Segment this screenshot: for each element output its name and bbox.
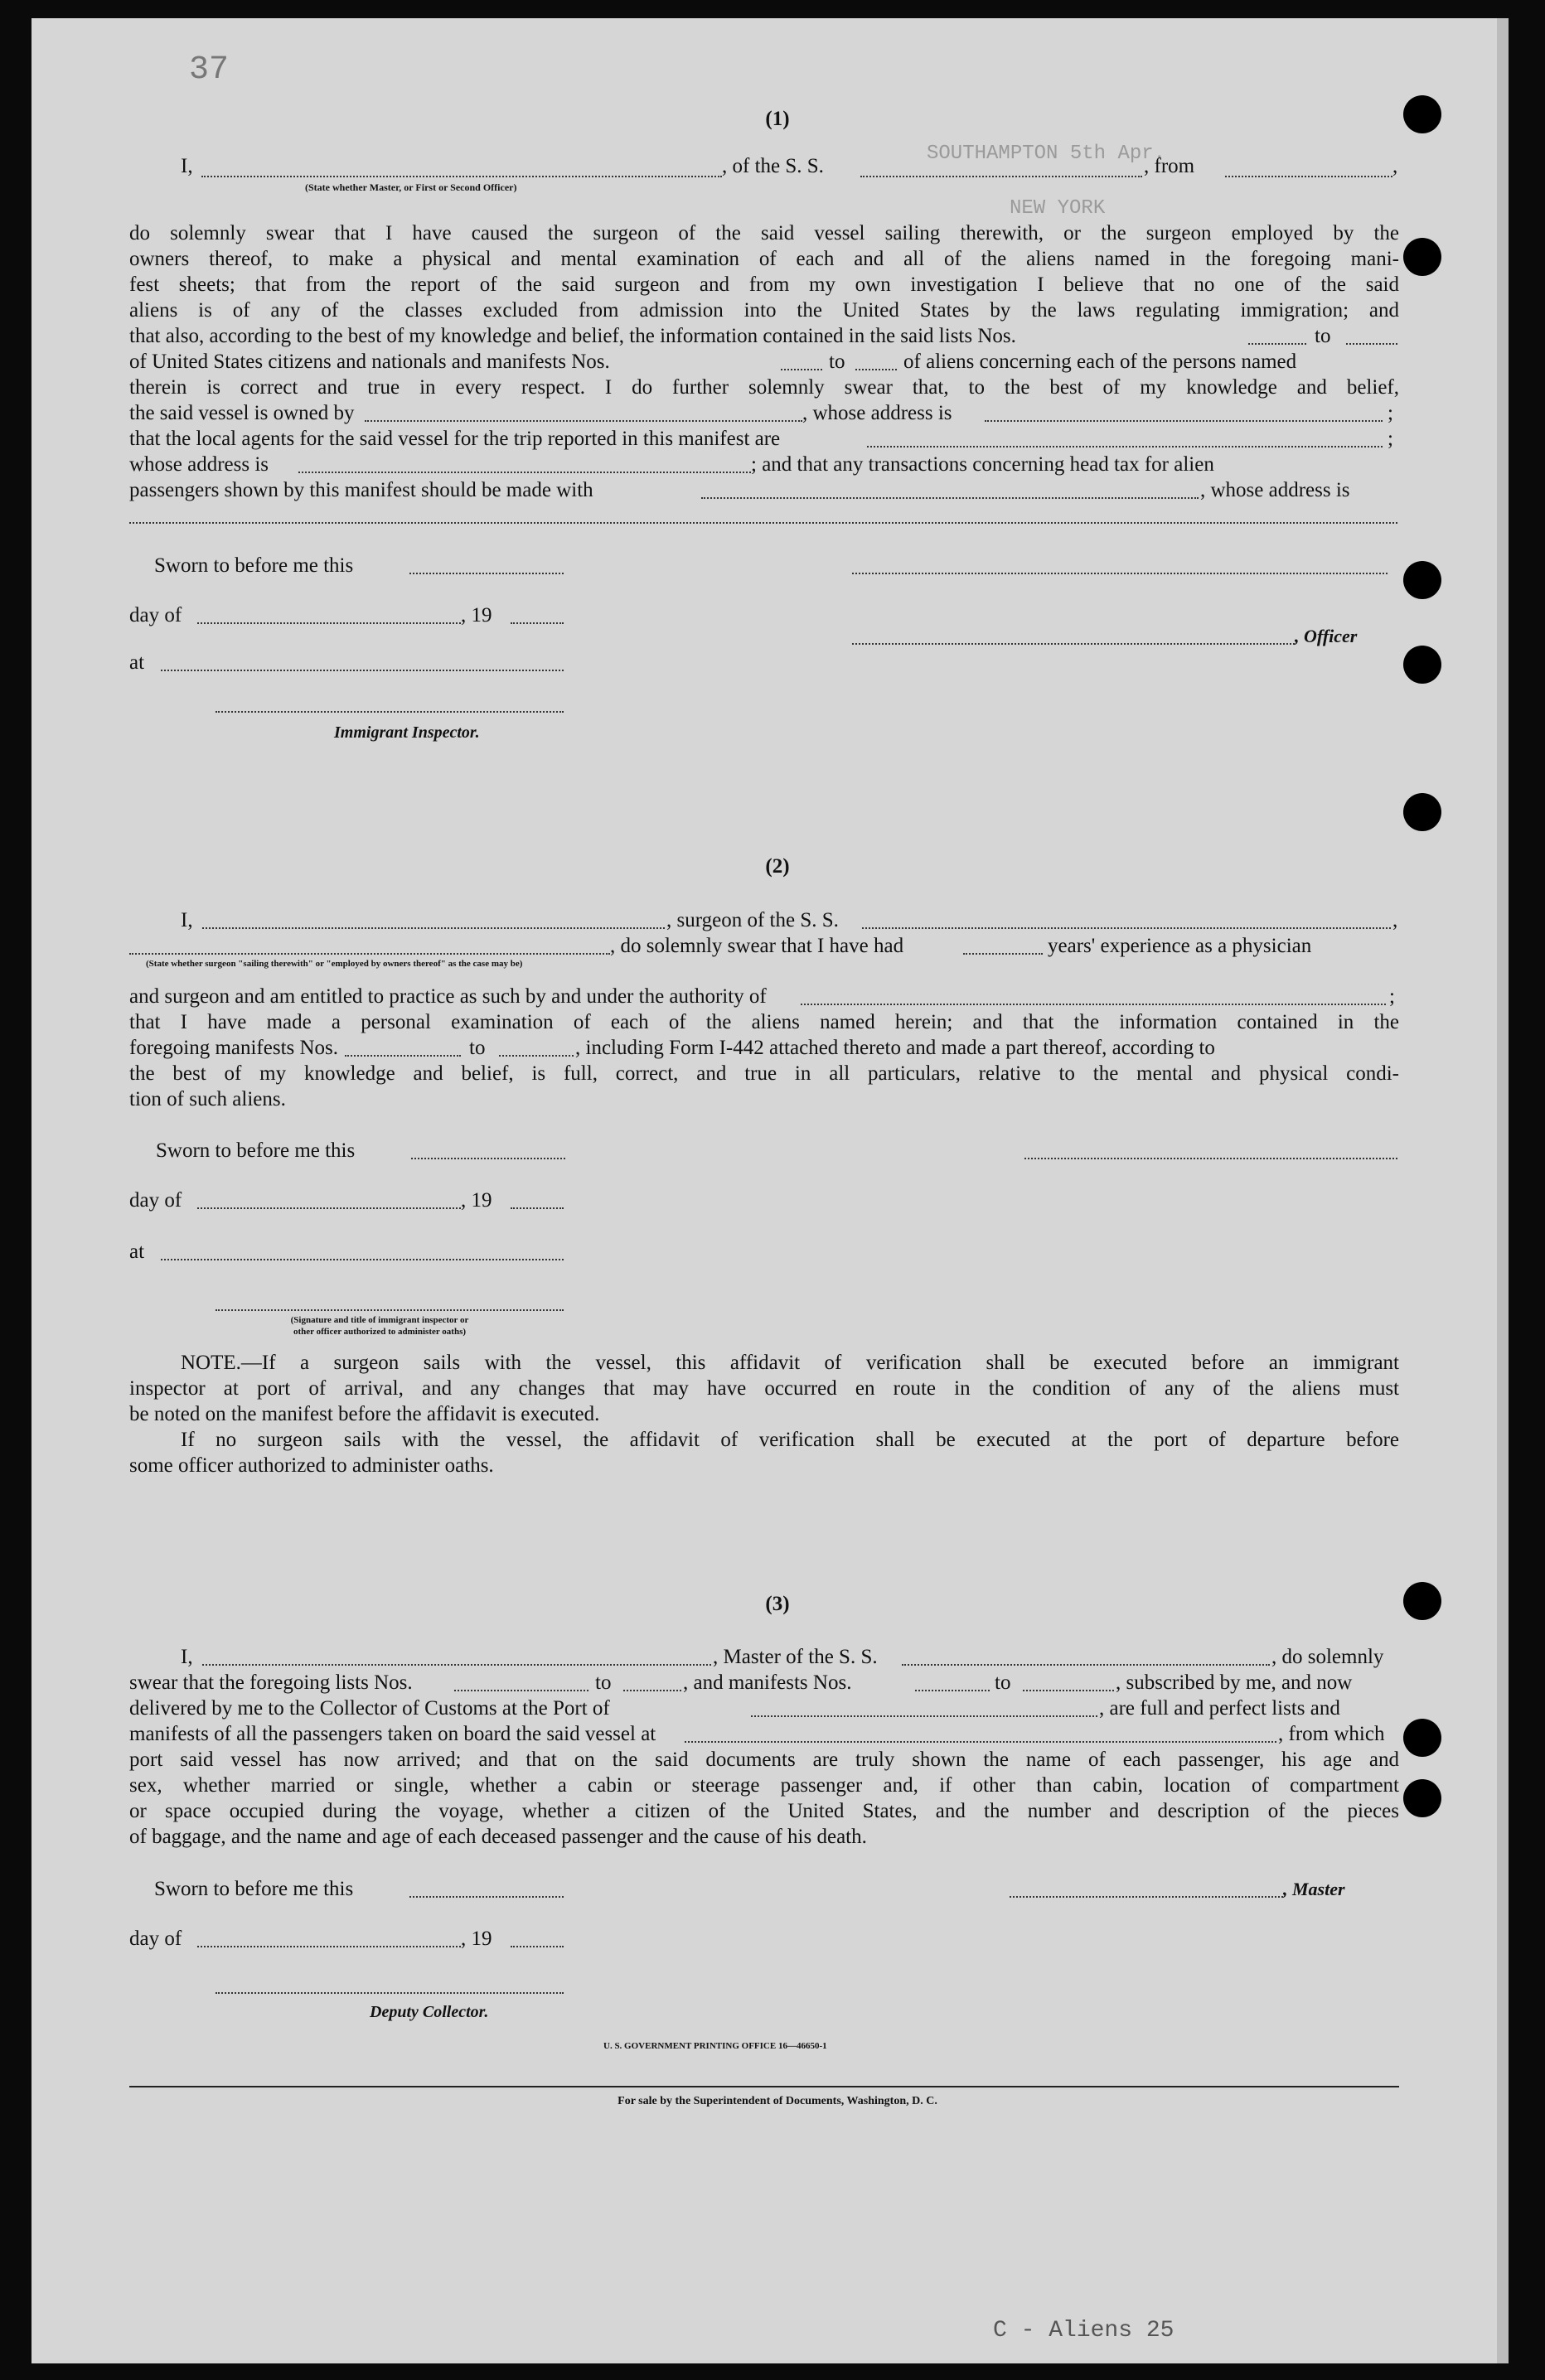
s1-manifest-from-field[interactable] [781,369,822,370]
s3-line: delivered by me to the Collector of Customs at the Port of [129,1697,610,1720]
s2-dayof: day of [129,1189,182,1212]
s3-line: port said vessel has now arrived; and that on the said documents are truly shown the name of each passenger, his age and [129,1749,1399,1771]
s2-line: that I have made a personal examination of each of the aliens named herein; and that the information contained in the [129,1011,1399,1033]
s3-list-from-field[interactable] [454,1690,588,1691]
s1-sworn: Sworn to before me this [154,554,354,577]
punch-hole [1403,1779,1441,1817]
s3-sworn-date-field[interactable] [409,1896,564,1898]
s1-inspector-signature-field[interactable] [216,711,564,713]
s2-month-field[interactable] [197,1207,461,1209]
s1-line: that the local agents for the said vessel for the trip reported in this manifest are [129,428,781,450]
s1-agents-address-field[interactable] [298,472,751,473]
s3-list-to-field[interactable] [623,1690,681,1691]
s3-master-label: , Master [1283,1879,1345,1899]
s3-line: , and manifests Nos. [683,1671,852,1694]
s1-sworn-date-field[interactable] [409,573,564,574]
s3-dayof: day of [129,1928,182,1950]
s1-semicolon: ; [1388,402,1393,424]
bleed-through-text: C - Aliens 25 [993,2318,1174,2344]
s1-line: therein is correct and true in every respect. I do further solemnly swear that, to the best of my knowledge and belief, [129,376,1399,399]
s3-line: swear that the foregoing lists Nos. [129,1671,413,1694]
s1-semicolon: ; [1388,428,1393,450]
page-number-mark: 37 [189,51,230,89]
s3-i: I, [181,1646,193,1668]
s1-of-ss: , of the S. S. [722,155,824,177]
s2-inspector-signature-field[interactable] [216,1309,564,1311]
s1-officer-title-field[interactable] [852,643,1295,645]
s3-vessel-field[interactable] [902,1664,1270,1666]
s3-year-field[interactable] [511,1946,564,1947]
s3-to: to [595,1671,612,1694]
s1-caption: (State whether Master, or First or Second Officer) [305,181,517,193]
s3-port-field[interactable] [751,1715,1097,1717]
section-1-number: (1) [765,108,790,130]
s2-comma: , [1392,909,1398,931]
s3-collector-label: Deputy Collector. [370,2003,489,2021]
s1-line: of United States citizens and nationals and manifests Nos. [129,351,610,373]
s2-line: years' experience as a physician [1048,935,1312,957]
s2-note: inspector at port of arrival, and any changes that may have occurred en route in the condition of any of the aliens must [129,1377,1399,1400]
bleed-through-text: NEW YORK [1010,197,1106,220]
s1-line: passengers shown by this manifest should be made with [129,479,593,501]
s1-line: the said vessel is owned by [129,402,355,424]
s2-surgeon-name-field[interactable] [202,927,665,929]
s1-line: that also, according to the best of my knowledge and belief, the information contained in the said lists Nos. [129,325,1016,347]
s2-line: , do solemnly swear that I have had [610,935,904,957]
s3-line: or space occupied during the voyage, whether a citizen of the United States, and the number and description of the pieces [129,1800,1399,1822]
s2-at: at [129,1241,145,1263]
s1-line: whose address is [129,453,269,476]
s2-note: If no surgeon sails with the vessel, the affidavit of verification shall be executed at the port of departure before [181,1429,1399,1451]
s2-caption: (State whether surgeon "sailing therewith" or "employed by owners thereof" as the case may be) [146,959,523,969]
s2-place-field[interactable] [161,1259,564,1260]
s3-line: , from which [1278,1723,1385,1745]
s2-line: , including Form I-442 attached thereto and made a part thereof, according to [575,1037,1215,1059]
punch-hole [1403,1719,1441,1757]
s2-vessel-field[interactable] [862,927,1391,929]
s1-inspector-label: Immigrant Inspector. [334,723,480,742]
s1-headtax-address-field[interactable] [129,522,1397,524]
s1-line: aliens is of any of the classes excluded from admission into the United States by the laws regulating immigration; and [129,299,1399,322]
s2-sig-caption: (Signature and title of immigrant inspector or [290,1315,469,1325]
s1-place-field[interactable] [161,670,564,671]
s2-year-field[interactable] [511,1207,564,1209]
s3-master-name-field[interactable] [202,1664,711,1666]
s1-at: at [129,651,145,674]
s1-list-from-field[interactable] [1248,343,1306,345]
s2-note: NOTE.—If a surgeon sails with the vessel, this affidavit of verification shall be executed before an immigrant [181,1352,1399,1374]
s3-line: of baggage, and the name and age of each deceased passenger and the cause of his death. [129,1826,867,1848]
s2-line: tion of such aliens. [129,1088,286,1110]
s3-line: , subscribed by me, and now [1116,1671,1353,1694]
s1-vessel-field[interactable] [860,176,1142,177]
s2-year: , 19 [461,1189,492,1212]
s1-line: , whose address is [802,402,952,424]
s2-sworn: Sworn to before me this [156,1139,356,1162]
s2-authority-field[interactable] [801,1004,1386,1005]
punch-hole [1403,646,1441,684]
s2-line: foregoing manifests Nos. [129,1037,339,1059]
s3-manifest-to-field[interactable] [1023,1690,1114,1691]
for-sale-notice: For sale by the Superintendent of Documents, Washington, D. C. [618,2095,937,2107]
s1-month-field[interactable] [197,622,461,624]
s2-manifest-from-field[interactable] [345,1055,461,1057]
s1-officer-signature-field[interactable] [852,573,1388,574]
s1-list-to-field[interactable] [1346,343,1397,345]
s1-from-field[interactable] [1225,176,1392,177]
s3-year: , 19 [461,1928,492,1950]
s1-owner-address-field[interactable] [985,420,1383,422]
s1-line: do solemnly swear that I have caused the surgeon of the said vessel sailing therewith, or the surgeon employed by the [129,222,1399,244]
s1-headtax-field[interactable] [701,497,1199,499]
s3-master-signature-field[interactable] [1010,1896,1283,1898]
s1-line: owners thereof, to make a physical and mental examination of each and all of the aliens named in the foregoing mani- [129,248,1399,270]
s1-line: of aliens concerning each of the persons named [903,351,1297,373]
s1-line: ; and that any transactions concerning head tax for alien [751,453,1214,476]
s1-year-field[interactable] [511,622,564,624]
s1-i: I, [181,155,193,177]
punch-hole [1403,238,1441,276]
s1-year: , 19 [461,604,492,626]
manifest-page [31,18,1509,2363]
s1-to: to [1315,325,1331,347]
s1-dayof: day of [129,604,182,626]
punch-hole [1403,793,1441,831]
s2-i: I, [181,909,193,931]
s2-sailing-field[interactable] [129,953,610,955]
s1-comma: , [1392,155,1398,177]
section-3-number: (3) [765,1593,790,1615]
s2-sig-caption: other officer authorized to administer oaths) [293,1327,467,1337]
s3-sworn: Sworn to before me this [154,1878,354,1900]
s2-line: the best of my knowledge and belief, is full, correct, and true in all particulars, relative to the mental and physical condi- [129,1062,1399,1085]
punch-hole [1403,561,1441,599]
s3-manifest-from-field[interactable] [915,1690,990,1691]
s2-surgeon-signature-field[interactable] [1024,1158,1397,1159]
s3-line: , do solemnly [1271,1646,1384,1668]
s2-note: be noted on the manifest before the affidavit is executed. [129,1403,600,1425]
s3-line: , are full and perfect lists and [1099,1697,1340,1720]
s2-sworn-date-field[interactable] [411,1158,565,1159]
s2-semicolon: ; [1389,985,1395,1008]
s3-collector-signature-field[interactable] [216,1992,564,1994]
bleed-through-text: SOUTHAMPTON 5th Apr. [927,143,1166,165]
section-2-number: (2) [765,855,790,878]
s3-master-of-ss: , Master of the S. S. [713,1646,878,1668]
s2-note: some officer authorized to administer oaths. [129,1454,494,1477]
s2-line: and surgeon and am entitled to practice as such by and under the authority of [129,985,767,1008]
s1-officer-label: , Officer [1295,626,1358,646]
footer-rule [129,2086,1399,2087]
s2-manifest-to-field[interactable] [499,1055,574,1057]
s3-month-field[interactable] [197,1946,461,1947]
s3-line: sex, whether married or single, whether a cabin or steerage passenger and, if other than cabin, location of compartment [129,1774,1399,1797]
s2-years-field[interactable] [963,953,1043,955]
s1-manifest-to-field[interactable] [855,369,897,370]
printing-office-imprint: U. S. GOVERNMENT PRINTING OFFICE 16—46650-1 [603,2041,827,2051]
s1-line: fest sheets; that from the report of the said surgeon and from my own investigation I believe that no one of the said [129,273,1399,296]
s2-to: to [469,1037,486,1059]
s3-line: manifests of all the passengers taken on board the said vessel at [129,1723,656,1745]
s1-officer-field[interactable] [201,176,722,177]
s1-from: , from [1144,155,1195,177]
s1-owner-field[interactable] [365,420,802,422]
s3-embark-port-field[interactable] [685,1741,1276,1743]
s1-to: to [829,351,845,373]
s1-line: , whose address is [1200,479,1350,501]
s2-surgeon-of-ss: , surgeon of the S. S. [666,909,839,931]
s3-to: to [995,1671,1011,1694]
s1-agents-field[interactable] [867,446,1383,447]
